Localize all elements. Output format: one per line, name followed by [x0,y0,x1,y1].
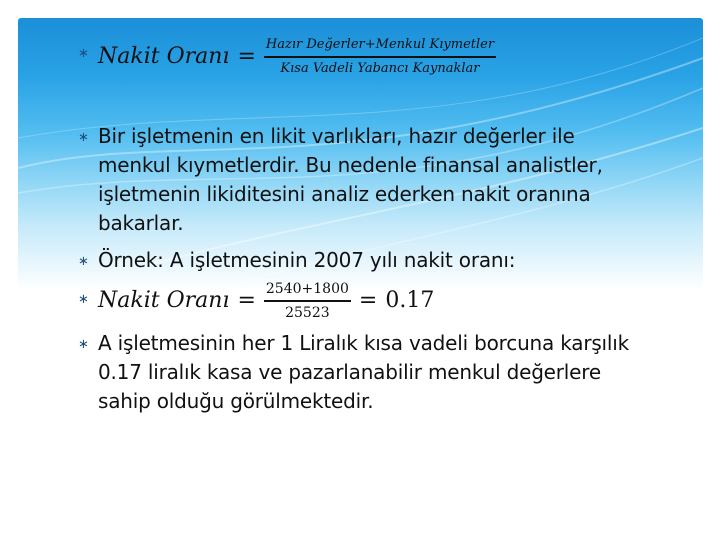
formula-numerator: 2540+1800 [265,281,349,297]
bullet-icon: ∗ [78,130,89,145]
formula-fraction [264,36,496,78]
bullet-icon: ∗ [78,46,89,61]
formula-lhs: Nakit Oranı [98,44,230,70]
formula-result: 0.17 [385,288,435,314]
formula-nakit-orani-example [98,280,434,322]
formula-denominator: 25523 [285,304,330,321]
paragraph-likit-varliklar: Bir işletmenin en likit varlıkları, hazır değerler ile menkul kıymetlerdir. Bu nedenle finansal analistler, işletmenin likiditesini analiz ederken nakit oranına bakarlar. [98,124,603,235]
formula-equals: = [358,288,378,314]
fraction-bar [264,56,496,58]
formula-numerator: Hazır Değerler+Menkul Kıymetler [265,37,495,52]
formula-equals: = [237,288,256,314]
bullet-icon: ∗ [78,337,89,352]
fraction-bar [264,300,351,302]
bullet-icon: ∗ [78,292,89,307]
formula-nakit-orani-definition [98,36,496,78]
formula-denominator: Kısa Vadeli Yabancı Kaynaklar [280,60,480,76]
paragraph-sonuc: A işletmesinin her 1 Liralık kısa vadeli borcuna karşılık 0.17 liralık kasa ve pazarlanabilir menkul değerlere sahip olduğu görülmektedir. [98,331,630,413]
bullet-icon: ∗ [78,254,89,269]
formula-lhs: Nakit Oranı [98,288,230,314]
formula-fraction [264,280,351,322]
formula-equals: = [237,44,256,70]
paragraph-ornek: Örnek: A işletmesinin 2007 yılı nakit oranı: [98,248,516,272]
